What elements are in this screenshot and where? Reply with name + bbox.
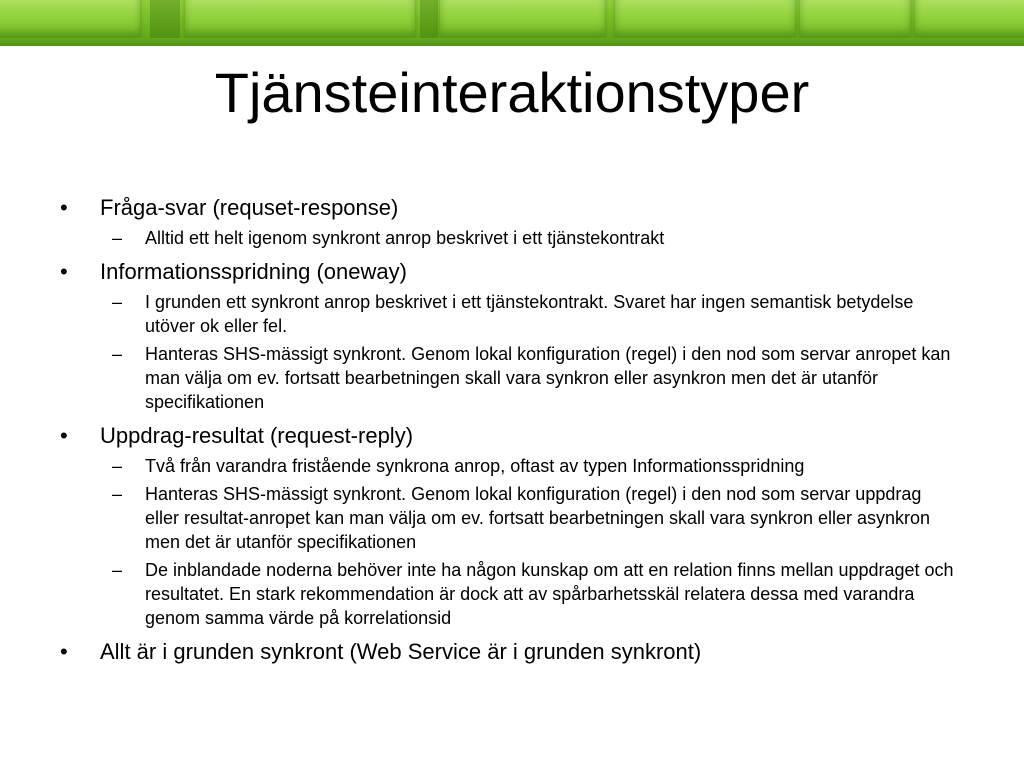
bullet-icon: • bbox=[60, 259, 68, 284]
bullet-text: Allt är i grunden synkront (Web Service är i grunden synkront) bbox=[100, 639, 702, 664]
sub-bullet-item bbox=[60, 454, 960, 478]
bullet-item bbox=[60, 194, 960, 222]
bullet-icon: • bbox=[60, 423, 68, 448]
dash-icon: – bbox=[112, 228, 123, 248]
sub-bullet-item bbox=[60, 226, 960, 250]
bullet-text: Uppdrag-resultat (request-reply) bbox=[100, 423, 414, 448]
sub-bullet-item bbox=[60, 290, 960, 338]
sub-bullet-text: Hanteras SHS-mässigt synkront. Genom lokal konfiguration (regel) i den nod som servar anropet kan man välja om ev. fortsatt bearbetningen skall vara synkron eller asynkron men det är utanför specifikationen bbox=[145, 344, 951, 412]
sub-bullet-text: De inblandade noderna behöver inte ha någon kunskap om att en relation finns mellan uppdraget och resultatet. En stark rekommendation är dock att av spårbarhetsskäl relatera dessa med varandra genom samma värde på korrelationsid bbox=[145, 560, 954, 628]
bullet-item bbox=[60, 422, 960, 450]
banner-block bbox=[615, 0, 795, 38]
banner-block bbox=[915, 0, 1024, 38]
sub-bullet-item bbox=[60, 342, 960, 414]
banner-block bbox=[0, 0, 140, 38]
banner-block bbox=[185, 0, 415, 38]
sub-bullet-item bbox=[60, 482, 960, 554]
sub-bullet-text: Alltid ett helt igenom synkront anrop beskrivet i ett tjänstekontrakt bbox=[145, 228, 665, 248]
bullet-text: Informationsspridning (oneway) bbox=[100, 259, 407, 284]
bullet-item bbox=[60, 638, 960, 666]
bullet-list bbox=[60, 194, 960, 666]
dash-icon: – bbox=[112, 292, 123, 312]
bullet-icon: • bbox=[60, 195, 68, 220]
sub-bullet-text: Hanteras SHS-mässigt synkront. Genom lokal konfiguration (regel) i den nod som servar uppdrag eller resultat-anropet kan man välja om ev. fortsatt bearbetningen skall vara synkron eller asynkron men det är utanför specifikationen bbox=[145, 484, 931, 552]
dash-icon: – bbox=[112, 456, 123, 476]
dash-icon: – bbox=[112, 484, 123, 504]
bullet-icon: • bbox=[60, 639, 68, 664]
bullet-text: Fråga-svar (requset-response) bbox=[100, 195, 399, 220]
banner-base bbox=[0, 38, 1024, 46]
slide-title: Tjänsteinteraktionstyper bbox=[214, 61, 810, 124]
green-block-banner bbox=[0, 0, 1024, 46]
sub-bullet-text: I grunden ett synkront anrop beskrivet i ett tjänstekontrakt. Svaret har ingen semantisk betydelse utöver ok eller fel. bbox=[145, 292, 914, 336]
banner-block bbox=[440, 0, 605, 38]
dash-icon: – bbox=[112, 560, 123, 580]
banner-block bbox=[800, 0, 910, 38]
sub-bullet-text: Två från varandra fristående synkrona anrop, oftast av typen Informationsspridning bbox=[145, 456, 805, 476]
bullet-item bbox=[60, 258, 960, 286]
dash-icon: – bbox=[112, 344, 123, 364]
sub-bullet-item bbox=[60, 558, 960, 630]
